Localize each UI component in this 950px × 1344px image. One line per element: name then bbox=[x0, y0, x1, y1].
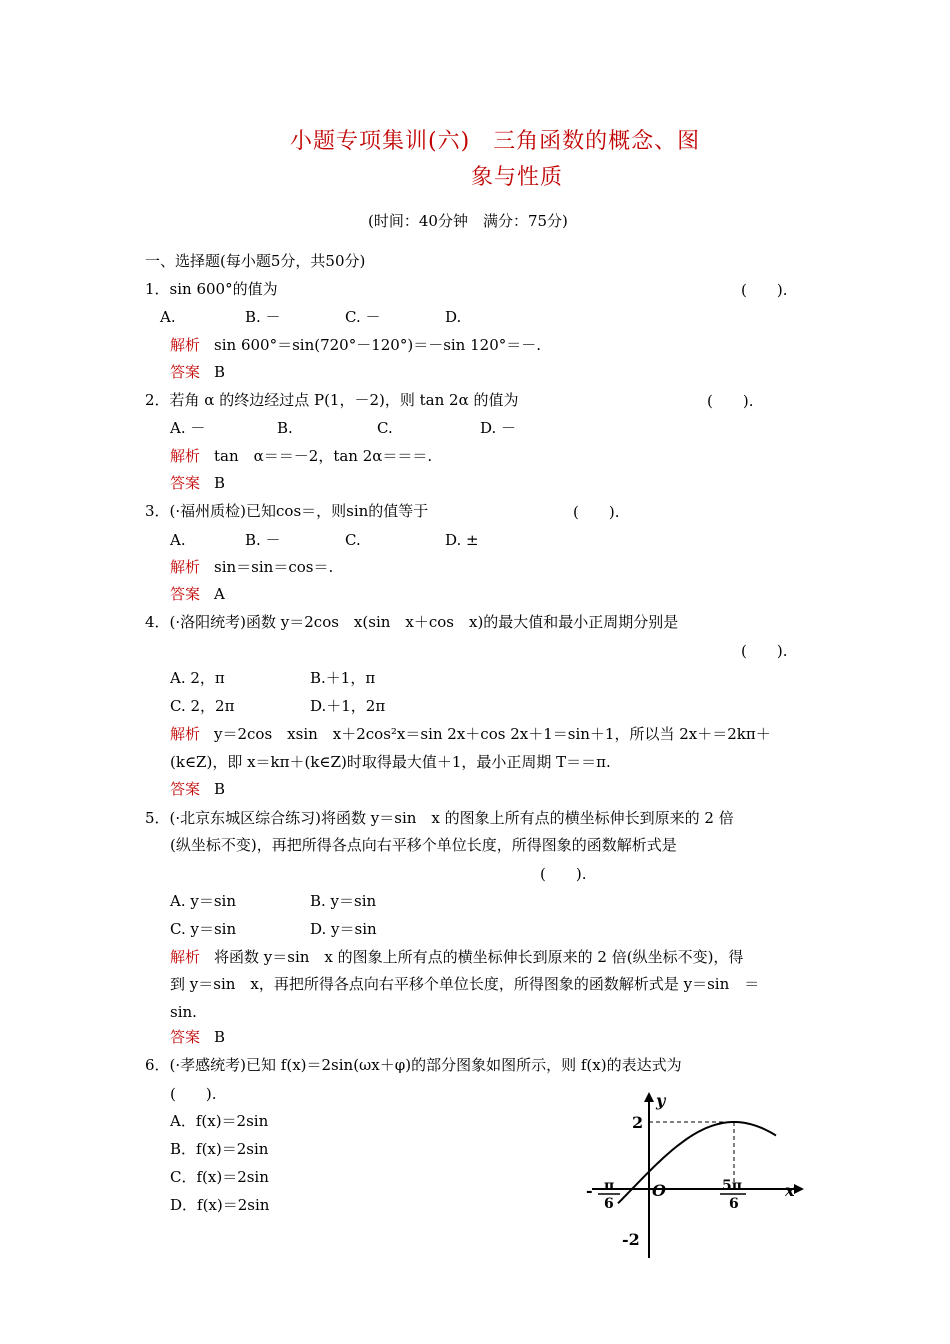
q2-solution bbox=[170, 446, 432, 466]
q4-stem: 4．(·洛阳统考)函数 y＝2cos x(sin x＋cos x)的最大值和最小正周期分别是 bbox=[145, 613, 679, 631]
q2-option-b: B. bbox=[277, 419, 293, 437]
q3-option-c: C. bbox=[345, 531, 361, 549]
answer-label: 答案 bbox=[170, 474, 201, 492]
q1-answer-value: B bbox=[214, 363, 226, 381]
q2-option-d: D. － bbox=[480, 419, 517, 437]
title-line-1: 小题专项集训(六) 三角函数的概念、图 bbox=[290, 129, 701, 154]
answer-label: 答案 bbox=[170, 363, 201, 381]
q2-stem: 2．若角 α 的终边经过点 P(1，－2)，则 tan 2α 的值为 bbox=[145, 391, 519, 409]
section-heading: 一、选择题(每小题5分，共50分) bbox=[145, 252, 366, 270]
q2-paren: ( ). bbox=[707, 392, 754, 410]
solution-label: 解析 bbox=[170, 336, 201, 354]
q3-option-b: B. － bbox=[245, 531, 281, 549]
q4-paren: ( ). bbox=[741, 642, 788, 660]
y-axis-arrow-icon bbox=[644, 1092, 654, 1102]
q6-paren: ( ). bbox=[170, 1085, 217, 1103]
answer-label: 答案 bbox=[170, 780, 201, 798]
q1-stem: 1．sin 600°的值为 bbox=[145, 280, 278, 298]
q6-option-b: B．f(x)＝2sin bbox=[170, 1140, 269, 1158]
q4-solution-text-1: y＝2cos xsin x＋2cos²x＝sin 2x＋cos 2x＋1＝sin＋1，所以当 2x＋＝2kπ＋ bbox=[214, 725, 771, 743]
answer-label: 答案 bbox=[170, 1028, 201, 1046]
q4-solution bbox=[170, 724, 771, 744]
q3-answer bbox=[170, 584, 225, 604]
x-neg-numerator: π bbox=[604, 1178, 615, 1194]
sine-graph bbox=[580, 1090, 810, 1265]
q2-answer-value: B bbox=[214, 474, 226, 492]
q1-solution-text: sin 600°＝sin(720°－120°)＝－sin 120°＝－. bbox=[214, 336, 542, 354]
q1-paren: ( ). bbox=[741, 281, 788, 299]
q5-option-c: C. y＝sin bbox=[170, 920, 237, 938]
q4-option-a: A. 2，π bbox=[170, 669, 225, 687]
q4-option-d: D.＋1，2π bbox=[310, 697, 386, 715]
q1-option-a: A. bbox=[160, 308, 176, 326]
q6-option-d: D．f(x)＝2sin bbox=[170, 1196, 270, 1214]
q5-solution-text-3: sin. bbox=[170, 1003, 197, 1021]
q1-answer bbox=[170, 362, 225, 382]
q2-solution-text: tan α＝＝－2，tan 2α＝＝＝. bbox=[214, 447, 433, 465]
q3-stem: 3．(·福州质检)已知cos＝，则sin的值等于 bbox=[145, 502, 429, 520]
q5-option-d: D. y＝sin bbox=[310, 920, 377, 938]
sine-curve bbox=[618, 1122, 776, 1203]
x-neg-sign: - bbox=[586, 1181, 593, 1200]
q1-solution bbox=[170, 335, 541, 355]
q3-option-a: A. bbox=[170, 531, 186, 549]
q5-paren: ( ). bbox=[540, 865, 587, 883]
y-max-label: 2 bbox=[632, 1113, 644, 1132]
q3-answer-value: A bbox=[214, 585, 225, 603]
solution-label: 解析 bbox=[170, 558, 201, 576]
y-min-label: -2 bbox=[622, 1230, 640, 1249]
q6-option-a: A．f(x)＝2sin bbox=[170, 1112, 269, 1130]
q2-option-c: C. bbox=[377, 419, 393, 437]
y-axis-label: y bbox=[656, 1091, 666, 1110]
x-axis-label: x bbox=[785, 1181, 795, 1200]
q5-option-b: B. y＝sin bbox=[310, 892, 377, 910]
q5-answer-value: B bbox=[214, 1028, 226, 1046]
origin-label: O bbox=[652, 1181, 666, 1200]
x-pos-numerator: 5π bbox=[722, 1178, 742, 1194]
x-pos-denominator: 6 bbox=[729, 1196, 739, 1212]
q6-stem: 6．(·孝感统考)已知 f(x)＝2sin(ωx＋φ)的部分图象如图所示，则 f(x)的表达式为 bbox=[145, 1056, 682, 1074]
q4-option-b: B.＋1，π bbox=[310, 669, 376, 687]
solution-label: 解析 bbox=[170, 447, 201, 465]
q5-stem-1: 5．(·北京东城区综合练习)将函数 y＝sin x 的图象上所有点的横坐标伸长到原来的 2 倍 bbox=[145, 809, 734, 827]
q4-answer-value: B bbox=[214, 780, 226, 798]
q5-answer bbox=[170, 1027, 225, 1047]
subtitle: (时间：40分钟 满分：75分) bbox=[368, 212, 568, 230]
solution-label: 解析 bbox=[170, 725, 201, 743]
q5-solution bbox=[170, 947, 743, 967]
q4-option-c: C. 2，2π bbox=[170, 697, 235, 715]
q1-option-b: B. － bbox=[245, 308, 281, 326]
q1-option-c: C. － bbox=[345, 308, 381, 326]
solution-label: 解析 bbox=[170, 948, 201, 966]
q5-solution-text-2: 到 y＝sin x，再把所得各点向右平移个单位长度，所得图象的函数解析式是 y＝sin ＝ bbox=[170, 975, 760, 993]
answer-label: 答案 bbox=[170, 585, 201, 603]
q5-option-a: A. y＝sin bbox=[170, 892, 236, 910]
x-axis-arrow-icon bbox=[794, 1184, 804, 1194]
q5-solution-text-1: 将函数 y＝sin x 的图象上所有点的横坐标伸长到原来的 2 倍(纵坐标不变)，得 bbox=[214, 948, 744, 966]
q3-solution bbox=[170, 557, 333, 577]
x-neg-denominator: 6 bbox=[604, 1196, 614, 1212]
title-line-2: 象与性质 bbox=[471, 165, 564, 190]
q2-option-a: A. － bbox=[170, 419, 206, 437]
q6-option-c: C．f(x)＝2sin bbox=[170, 1168, 269, 1186]
q1-option-d: D. bbox=[445, 308, 462, 326]
q2-answer bbox=[170, 473, 225, 493]
q3-option-d: D. ± bbox=[445, 531, 479, 549]
q3-paren: ( ). bbox=[573, 503, 620, 521]
q4-answer bbox=[170, 779, 225, 799]
q5-stem-2: (纵坐标不变)，再把所得各点向右平移个单位长度，所得图象的函数解析式是 bbox=[170, 836, 677, 854]
q3-solution-text: sin＝sin＝cos＝. bbox=[214, 558, 334, 576]
q4-solution-text-2: (k∈Z)，即 x＝kπ＋(k∈Z)时取得最大值＋1，最小正周期 T＝＝π. bbox=[170, 753, 611, 771]
